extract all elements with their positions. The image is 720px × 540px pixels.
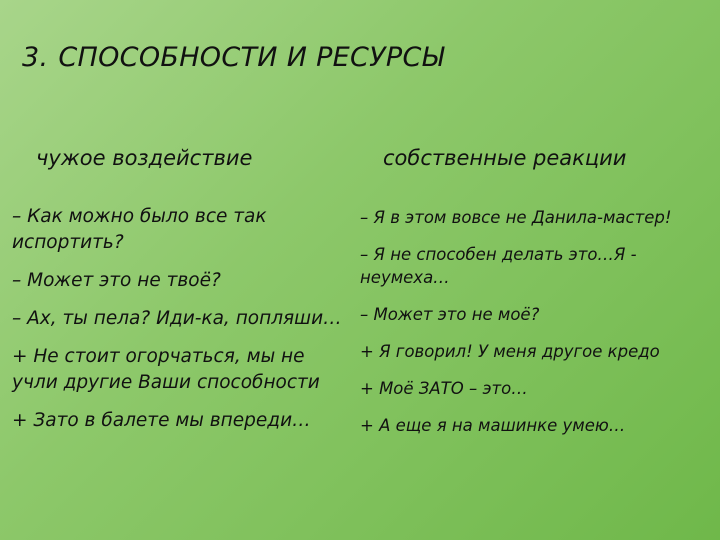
right-item: + Моё ЗАТО – это…	[360, 379, 528, 398]
slide-title-text: СПОСОБНОСТИ И РЕСУРСЫ	[58, 42, 445, 73]
left-item: + Зато в балете мы впереди…	[12, 410, 311, 431]
right-column-header: собственные реакции	[383, 146, 627, 170]
left-column	[12, 204, 352, 446]
right-column	[360, 206, 710, 451]
right-item: – Может это не моё?	[360, 305, 540, 324]
right-item: – Я не способен делать это…Я - неумеха…	[360, 245, 637, 287]
slide-title	[22, 42, 444, 73]
left-item: + Не стоит огорчаться, мы не учли другие Ваши способности	[12, 346, 320, 393]
left-item: – Ах, ты пела? Иди-ка, попляши…	[12, 308, 342, 329]
slide-title-number: 3.	[22, 42, 49, 73]
left-item: – Может это не твоё?	[12, 270, 221, 291]
right-item: + А еще я на машинке умею…	[360, 416, 626, 435]
left-column-header: чужое воздействие	[36, 146, 253, 170]
right-item: – Я в этом вовсе не Данила-мастер!	[360, 208, 672, 227]
right-item: + Я говорил! У меня другое кредо	[360, 342, 660, 361]
left-item: – Как можно было все так испортить?	[12, 206, 267, 253]
